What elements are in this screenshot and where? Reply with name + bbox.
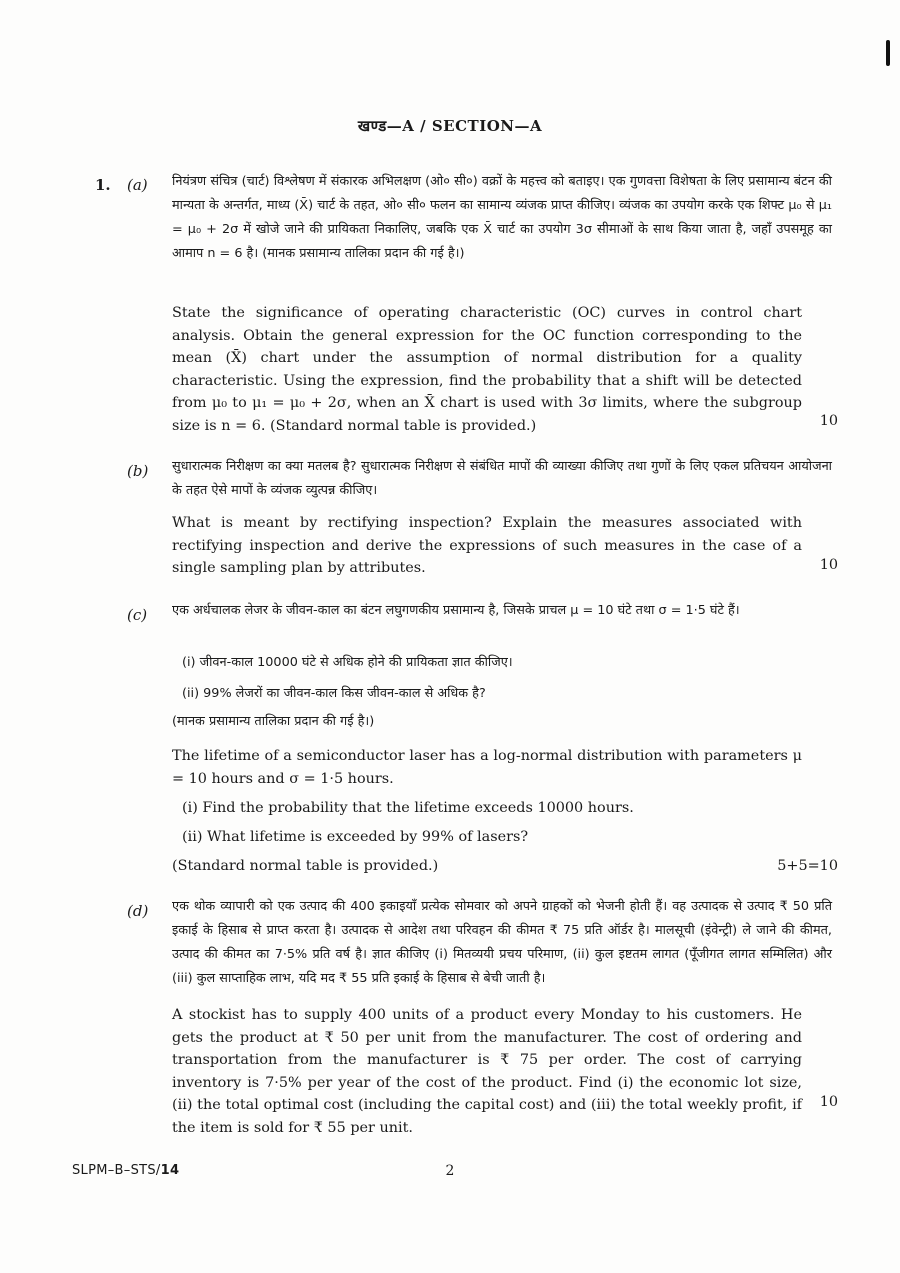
- part-a-label: (a): [127, 176, 148, 194]
- part-c-english-note: (Standard normal table is provided.): [172, 858, 439, 874]
- part-b-label: (b): [127, 462, 149, 480]
- part-b-english: What is meant by rectifying inspection? Explain the measures associated with rectifying inspection and derive the expressions of such measures in the case of a single sampling plan by attributes.: [172, 515, 802, 576]
- part-d-marks: 10: [819, 1094, 838, 1110]
- part-c-label: (c): [127, 606, 148, 624]
- part-a-english: State the significance of operating characteristic (OC) curves in control chart analysis. Obtain the general expression for the OC function corresponding to the mean (X̄) chart under the assumption of normal distribution for a quality characteristic. Using the expression, find the probability that a shift will be detected from μ₀ to μ₁ = μ₀ + 2σ, when an X̄ chart is used with 3σ limits, where the subgroup size is n = 6. (Standard normal table is provided.): [172, 305, 802, 434]
- part-b-marks: 10: [819, 557, 838, 573]
- part-c-marks: 5+5=10: [777, 858, 838, 874]
- part-c-hindi-item-i: (i) जीवन-काल 10000 घंटे से अधिक होने की प्रायिकता ज्ञात कीजिए।: [182, 655, 513, 670]
- part-c-english: The lifetime of a semiconductor laser has a log-normal distribution with parameters μ = 10 hours and σ = 1·5 hours.: [172, 748, 802, 787]
- part-d-english: A stockist has to supply 400 units of a product every Monday to his customers. He gets the product at ₹ 50 per unit from the manufacturer. The cost of ordering and transportation from the manufacturer is ₹ 75 per order. The cost of carrying inventory is 7·5% per year of the cost of the product. Find (i) the economic lot size, (ii) the total optimal cost (including the capital cost) and (iii) the total weekly profit, if the item is sold for ₹ 55 per unit.: [172, 1007, 802, 1136]
- part-b-hindi: सुधारात्मक निरीक्षण का क्या मतलब है? सुधारात्मक निरीक्षण से संबंधित मापों की व्याख्या कीजिए तथा गुणों के लिए एकल प्रतिचयन आयोजना के तहत ऐसे मापों के व्यंजक व्युत्पन्न कीजिए।: [172, 459, 832, 498]
- page-number: 2: [445, 1163, 455, 1179]
- page-edge-mark: [886, 40, 890, 66]
- part-c-hindi-item-ii: (ii) 99% लेजरों का जीवन-काल किस जीवन-काल से अधिक है?: [182, 686, 486, 701]
- part-d-hindi: एक थोक व्यापारी को एक उत्पाद की 400 इकाइयाँ प्रत्येक सोमवार को अपने ग्राहकों को भेजनी होती हैं। वह उत्पादक से उत्पाद ₹ 50 प्रति इकाई के हिसाब से प्राप्त करता है। उत्पादक से आदेश तथा परिवहन की कीमत ₹ 75 प्रति ऑर्डर है। मालसूची (इंवेन्ट्री) ले जाने की कीमत, उत्पाद की कीमत का 7·5% प्रति वर्ष है। ज्ञात कीजिए (i) मितव्ययी प्रचय परिमाण, (ii) कुल इष्टतम लागत (पूँजीगत लागत सम्मिलित) और (iii) कुल साप्ताहिक लाभ, यदि मद ₹ 55 प्रति इकाई के हिसाब से बेची जाती है।: [172, 899, 832, 986]
- part-a-hindi: नियंत्रण संचित्र (चार्ट) विश्लेषण में संकारक अभिलक्षण (ओ० सी०) वक्रों के महत्त्व को बताइए। एक गुणवत्ता विशेषता के लिए प्रसामान्य बंटन की मान्यता के अन्तर्गत, माध्य (X̄) चार्ट के तहत, ओ० सी० फलन का सामान्य व्यंजक प्राप्त कीजिए। व्यंजक का उपयोग करके एक शिफ्ट μ₀ से μ₁ = μ₀ + 2σ में खोजे जाने की प्रायिकता निकालिए, जबकि एक X̄ चार्ट का उपयोग 3σ सीमाओं के साथ किया जाता है, जहाँ उपसमूह का आमाप n = 6 है। (मानक प्रसामान्य तालिका प्रदान की गई है।): [172, 174, 832, 261]
- part-c-english-item-ii: (ii) What lifetime is exceeded by 99% of lasers?: [182, 829, 529, 845]
- paper-code-prefix: SLPM–B–STS/: [72, 1163, 161, 1178]
- part-c-english-item-i: (i) Find the probability that the lifetime exceeds 10000 hours.: [182, 800, 634, 816]
- part-d-label: (d): [127, 902, 149, 920]
- part-c-hindi: एक अर्धचालक लेजर के जीवन-काल का बंटन लघुगणकीय प्रसामान्य है, जिसके प्राचल μ = 10 घंटे तथा σ = 1·5 घंटे हैं।: [172, 603, 740, 618]
- question-number: 1.: [95, 176, 111, 194]
- part-a-marks: 10: [819, 413, 838, 429]
- section-title: खण्ड—A / SECTION—A: [357, 117, 543, 135]
- part-c-hindi-note: (मानक प्रसामान्य तालिका प्रदान की गई है।): [172, 714, 375, 729]
- paper-code-suffix: 14: [160, 1163, 180, 1178]
